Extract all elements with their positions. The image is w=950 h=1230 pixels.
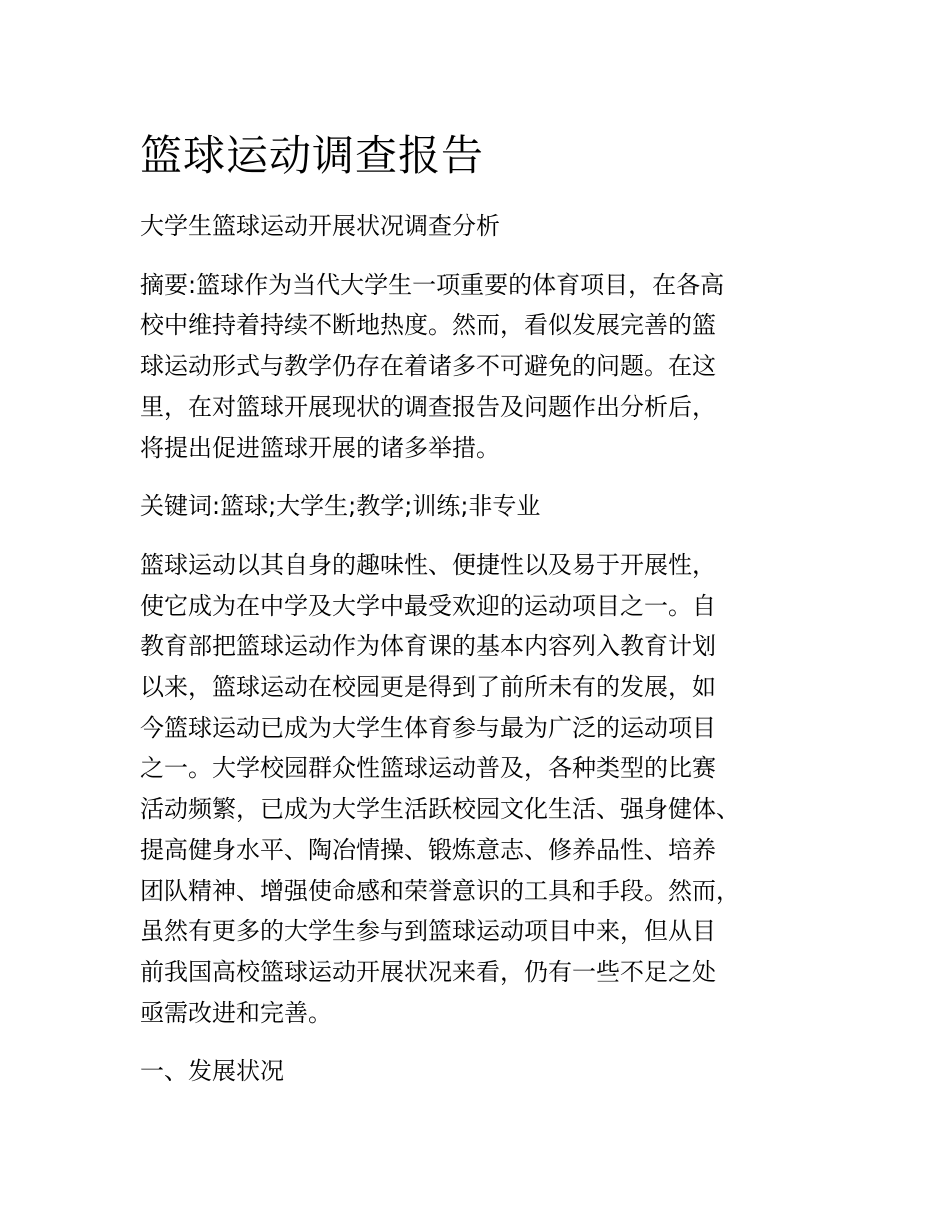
document-subtitle: 大学生篮球运动开展状况调查分析 (140, 212, 500, 240)
body-line: 今篮球运动已成为大学生体育参与最为广泛的运动项目 (140, 713, 716, 742)
body-line: 使它成为在中学及大学中最受欢迎的运动项目之一。自 (140, 591, 716, 620)
body-paragraph (140, 545, 812, 1033)
abstract-paragraph (140, 265, 812, 469)
body-line: 教育部把篮球运动作为体育课的基本内容列入教育计划 (140, 632, 716, 661)
body-line: 提高健身水平、陶冶情操、锻炼意志、修养品性、培养 (140, 835, 716, 864)
section-heading: 一、发展状况 (140, 1057, 284, 1086)
abstract-line: 球运动形式与教学仍存在着诸多不可避免的问题。在这 (140, 352, 716, 381)
keywords-line: 关键词:篮球;大学生;教学;训练;非专业 (140, 492, 541, 521)
body-line: 前我国高校篮球运动开展状况来看，仍有一些不足之处 (140, 957, 716, 986)
body-line: 虽然有更多的大学生参与到篮球运动项目中来，但从目 (140, 917, 716, 946)
body-line: 以来，篮球运动在校园更是得到了前所未有的发展，如 (140, 673, 716, 702)
body-line: 篮球运动以其自身的趣味性、便捷性以及易于开展性， (140, 550, 716, 579)
abstract-line: 摘要:篮球作为当代大学生一项重要的体育项目，在各高 (140, 270, 725, 299)
body-line: 亟需改进和完善。 (140, 998, 332, 1027)
body-line: 活动频繁，已成为大学生活跃校园文化生活、强身健体、 (140, 795, 740, 824)
abstract-line: 里，在对篮球开展现状的调查报告及问题作出分析后， (140, 392, 716, 421)
abstract-line: 将提出促进篮球开展的诸多举措。 (140, 433, 500, 462)
body-line: 团队精神、增强使命感和荣誉意识的工具和手段。然而， (140, 876, 740, 905)
document-content (140, 128, 812, 1092)
document-title: 篮球运动调查报告 (140, 131, 485, 180)
abstract-line: 校中维持着持续不断地热度。然而，看似发展完善的篮 (140, 311, 716, 340)
body-line: 之一。大学校园群众性篮球运动普及，各种类型的比赛 (140, 754, 716, 783)
